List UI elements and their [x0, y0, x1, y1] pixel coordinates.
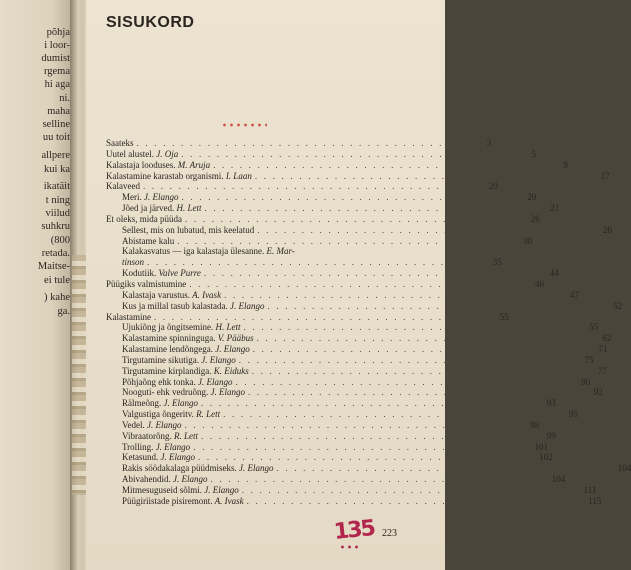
left-page-line: i loor-: [44, 40, 70, 51]
toc-entry-title: [122, 246, 295, 257]
toc-entry: [106, 235, 532, 247]
toc-entry: [106, 278, 545, 290]
toc-entry-title: [106, 160, 210, 171]
toc-entry-author: J. Elango: [158, 452, 195, 463]
toc-entry-title: [122, 344, 250, 355]
toc-entry-author: V. Pääbus: [215, 333, 254, 344]
toc-entry-author: H. Lett: [213, 322, 241, 333]
toc-entry-text: Et oleks, mida püüda: [106, 213, 182, 224]
toc-entry-page: 95: [568, 409, 578, 420]
left-page-line: Maitse-: [37, 261, 70, 272]
toc-entry: [106, 430, 556, 442]
toc-entry: [106, 246, 417, 257]
toc-entry-page: 115: [588, 495, 602, 506]
toc-entry-author: E. Mar-: [264, 246, 295, 257]
toc-entry-author: J. Elango: [170, 474, 208, 485]
toc-entry-page: 3: [486, 138, 492, 148]
dot-leader: [257, 333, 591, 344]
left-page-line: dumist: [41, 53, 70, 64]
toc-entry-title: [122, 301, 264, 312]
toc-entry-text: Kalaveed: [106, 181, 140, 192]
dot-leader: [137, 138, 471, 149]
toc-entry-text: Kodutiik.: [122, 268, 157, 279]
toc-entry-page: 101: [534, 441, 548, 452]
toc-entry-text: Vedel.: [122, 419, 145, 430]
toc-entry-author: J. Elango: [236, 463, 274, 474]
dot-leader: [201, 398, 535, 409]
toc-entry: [106, 333, 612, 344]
toc-entry-title: [122, 192, 179, 203]
toc-entry-author: M. Aruja: [175, 159, 211, 170]
dot-leader: [205, 203, 539, 214]
toc-entry-page: 44: [549, 268, 559, 279]
dot-leader: [204, 268, 538, 279]
toc-entry-title: [122, 387, 245, 398]
dot-leader: [181, 149, 515, 160]
toc-entry: [106, 419, 540, 431]
toc-entry-page: 26: [603, 224, 612, 235]
toc-entry-title: [122, 496, 244, 507]
toc-entry-page: 5: [531, 148, 536, 159]
dot-leader: [147, 257, 481, 268]
dot-leader: [201, 431, 535, 442]
toc-entry-title: [122, 377, 233, 388]
toc-entry-author: J. Elango: [153, 441, 191, 452]
toc-entry-title: [106, 181, 140, 192]
dot-leader: [185, 214, 519, 225]
toc-entry-author: A. Ivask: [212, 495, 244, 506]
toc-entry-title: [122, 225, 254, 236]
toc-entry-author: A. Ivask: [189, 289, 222, 300]
toc-entry-author: J. Elango: [141, 192, 179, 203]
toc-entry-page: 46: [535, 278, 545, 289]
toc-entry-title: [122, 409, 220, 420]
toc-entry-page: 35: [492, 257, 502, 268]
dot-leader: [189, 279, 523, 290]
dot-leader: [252, 366, 586, 377]
toc-entry-page: 75: [584, 354, 594, 365]
toc-entry-title: [122, 452, 195, 463]
right-page: [86, 0, 631, 570]
toc-entry: [106, 485, 597, 496]
dot-leader: [257, 225, 591, 236]
toc-entry-text: Ketasund.: [122, 452, 159, 463]
toc-entry-text: Tirgutamine sikutiga.: [122, 354, 200, 365]
toc-entry-page: 111: [583, 485, 597, 495]
dot-leader: [198, 452, 532, 463]
toc-entry-page: 47: [569, 289, 579, 300]
toc-entry: [106, 311, 509, 323]
toc-entry: [106, 441, 548, 453]
toc-entry: [106, 365, 607, 377]
left-page-line: viilud: [45, 208, 70, 219]
toc-entry-page: 26: [530, 213, 540, 224]
toc-entry-author: Valve Purre: [156, 268, 201, 279]
toc-entry-text: Ujukiõng ja õngitsemine.: [122, 322, 214, 333]
left-page-line: ni.: [59, 93, 70, 104]
toc-entry-text: Tirgutamine kirplandiga.: [122, 365, 212, 376]
toc-entry-text: Valgustiga õngeritv.: [122, 409, 194, 420]
left-page-line: ikatäit: [43, 181, 70, 192]
dot-leader: [185, 420, 519, 431]
toc-entry: [106, 148, 536, 160]
toc-entry-text: Abivahendid.: [122, 474, 171, 485]
toc-entry-author: J. Elango: [195, 376, 233, 387]
toc-entry-author: K. Eiduks: [211, 365, 249, 376]
toc-entry-page: 71: [598, 344, 608, 355]
table-of-contents: [106, 138, 631, 507]
toc-entry: [106, 203, 560, 214]
toc-entry: [106, 463, 631, 474]
toc-entry: [106, 257, 502, 268]
toc-entry-author: J. Elango: [212, 344, 250, 355]
left-page-line: ) kahe: [44, 292, 70, 303]
toc-entry: [106, 495, 602, 507]
toc-entry: [106, 398, 556, 409]
page-title: SISUKORD: [106, 14, 195, 31]
toc-entry-text: Kus ja millal tasub kalastada.: [122, 300, 228, 311]
dot-leader: [154, 312, 488, 323]
toc-entry-title: [122, 322, 241, 333]
dot-leader: [236, 377, 570, 388]
toc-entry-text: Jõed ja järved.: [122, 203, 175, 214]
dot-leader: [244, 322, 578, 333]
toc-entry-text: Meri.: [122, 192, 142, 203]
left-page-line: retada.: [41, 248, 70, 259]
toc-entry-title: [122, 442, 190, 453]
toc-entry-page: 62: [602, 333, 612, 344]
toc-entry-text: Püügiks valmistumine: [106, 278, 187, 289]
red-dots-mark: [221, 122, 267, 128]
toc-entry-page: 30: [523, 235, 532, 246]
toc-entry-page: 98: [530, 419, 540, 430]
toc-entry-author: J. Elango: [144, 419, 182, 430]
dot-leader: [182, 192, 516, 203]
toc-entry: [106, 474, 566, 485]
toc-entry-page: 90: [581, 376, 591, 387]
left-page-line: kui ka: [44, 164, 70, 175]
toc-entry-text: Vibraatorõng.: [122, 430, 172, 441]
toc-entry: [106, 322, 599, 333]
left-page-line: (800: [50, 235, 70, 246]
toc-entry-page: 17: [600, 170, 610, 181]
toc-entry-title: [122, 333, 254, 344]
toc-entry-author: J. Oja: [154, 148, 179, 159]
toc-entry-page: 9: [563, 159, 568, 170]
toc-entry: [106, 300, 623, 312]
left-page-line: allpere: [41, 150, 70, 161]
toc-entry-title: [122, 420, 182, 431]
dot-leader: [247, 496, 581, 507]
toc-entry-text: Uutel alustel.: [106, 148, 154, 159]
toc-entry-text: Kalakasvatus — iga kalastaja ülesanne.: [122, 246, 265, 257]
toc-entry-text: Kalastamine spinninguga.: [122, 333, 216, 344]
toc-entry-page: 92: [593, 387, 603, 398]
toc-entry-author: R. Lett: [171, 430, 198, 441]
toc-entry-title: [106, 214, 182, 225]
left-page: [0, 0, 74, 570]
dot-leader: [211, 474, 545, 485]
dot-leader: [248, 387, 582, 398]
dot-leader: [242, 485, 576, 496]
toc-entry-text: Rakis söödakalaga püüdmiseks.: [122, 463, 237, 474]
left-page-line: ei tule: [44, 275, 70, 286]
toc-entry-author: tinson: [122, 257, 145, 268]
toc-entry-author: J. Elango: [208, 387, 245, 398]
toc-entry-author: R. Lett: [193, 409, 221, 420]
toc-entry-author: J. Elango: [161, 398, 198, 409]
toc-entry-title: [122, 463, 273, 474]
toc-entry-page: 104: [617, 463, 631, 474]
handwritten-dots: [339, 545, 361, 549]
toc-entry: [106, 268, 559, 279]
toc-entry-author: J. Elango: [227, 300, 265, 311]
toc-entry-author: H. Lett: [174, 203, 202, 214]
toc-entry-text: Saateks: [106, 138, 134, 148]
toc-entry-page: 55: [589, 322, 599, 333]
torn-gutter-edge: [72, 255, 86, 495]
toc-entry-text: Püügiriistade pisiremont.: [122, 495, 213, 506]
toc-entry: [106, 224, 612, 236]
dot-leader: [267, 301, 601, 312]
left-page-line: selline: [42, 119, 70, 130]
toc-entry-title: [122, 236, 174, 247]
left-page-line: suhkru: [41, 221, 70, 232]
toc-entry: [106, 354, 594, 366]
toc-entry: [106, 181, 498, 192]
toc-entry-title: [122, 366, 249, 377]
toc-entry-title: [122, 474, 208, 485]
toc-entry-text: Abistame kalu: [122, 235, 175, 246]
dot-leader: [253, 344, 587, 355]
page-number: 223: [382, 528, 397, 539]
dot-leader: [177, 236, 511, 247]
left-page-line: maha: [47, 106, 70, 117]
handwritten-note: 135: [332, 515, 376, 546]
toc-entry-text: Kalastamine karastab organismi.: [106, 170, 224, 181]
dot-leader: [224, 290, 558, 301]
toc-entry-title: [106, 312, 151, 323]
toc-entry-page: 20: [527, 192, 537, 203]
toc-entry-text: Kalastaja looduses.: [106, 159, 176, 170]
dot-leader: [213, 160, 547, 171]
left-page-line: ga.: [57, 306, 70, 317]
toc-entry-title: [106, 149, 178, 160]
toc-entry-text: Mitmesuguseid sõlmi.: [122, 485, 203, 495]
toc-entry-text: Nooguti- ehk vedruõng.: [122, 387, 209, 398]
toc-entry: [106, 452, 553, 463]
toc-entry-page: 55: [499, 311, 509, 322]
toc-entry-title: [122, 398, 198, 409]
toc-entry-title: [106, 138, 134, 149]
toc-entry-title: [122, 203, 202, 214]
toc-entry-author: J. Elango: [199, 354, 236, 365]
toc-entry-author: I. Laan: [223, 170, 252, 181]
left-page-line: hi aga: [44, 79, 70, 90]
toc-entry-text: Põhjaõng ehk tonka.: [122, 376, 196, 387]
toc-entry-title: [122, 290, 221, 301]
toc-entry: [106, 409, 578, 420]
toc-entry-page: 104: [551, 474, 566, 485]
toc-entry: [106, 159, 568, 171]
toc-entry: [106, 289, 579, 301]
toc-entry: [106, 376, 591, 388]
toc-entry-title: [106, 279, 186, 290]
toc-entry: [106, 170, 610, 182]
toc-entry-page: 93: [546, 398, 556, 409]
dot-leader: [193, 442, 527, 453]
toc-entry-text: Kalastamine: [106, 311, 151, 322]
toc-entry: [106, 192, 537, 203]
toc-entry: [106, 387, 603, 398]
toc-entry: [106, 213, 540, 225]
toc-entry-text: Kalastaja varustus.: [122, 289, 190, 300]
toc-entry-text: Rälmeõng.: [122, 398, 162, 409]
toc-entry-text: Trolling.: [122, 441, 154, 452]
toc-entry-text: Sellest, mis on lubatud, mis keelatud: [122, 224, 255, 235]
toc-entry-title: [122, 257, 144, 268]
dot-leader: [143, 181, 477, 192]
dot-leader: [276, 463, 610, 474]
toc-entry-title: [106, 171, 252, 182]
toc-entry-page: 77: [597, 365, 607, 376]
toc-entry-title: [122, 268, 201, 279]
toc-entry-title: [122, 355, 236, 366]
toc-entry-title: [122, 431, 198, 442]
left-page-line: t ning: [45, 195, 70, 206]
toc-entry-text: Kalastamine lendõngega.: [122, 344, 213, 355]
toc-entry-page: 20: [488, 181, 498, 192]
dot-leader: [255, 171, 589, 182]
toc-entry-title: [122, 485, 239, 496]
toc-entry-page: 102: [539, 452, 553, 463]
left-page-line: uu toit: [42, 132, 70, 143]
toc-entry-page: 21: [550, 203, 560, 214]
toc-entry: [106, 344, 608, 355]
toc-entry: [106, 138, 492, 149]
toc-entry-page: 52: [613, 300, 623, 311]
toc-entry-author: J. Elango: [202, 485, 239, 495]
dot-leader: [223, 409, 557, 420]
left-page-line: rgema: [43, 66, 70, 77]
dot-leader: [239, 355, 573, 366]
toc-entry-page: 99: [546, 430, 556, 441]
left-page-line: põhja: [46, 27, 70, 38]
